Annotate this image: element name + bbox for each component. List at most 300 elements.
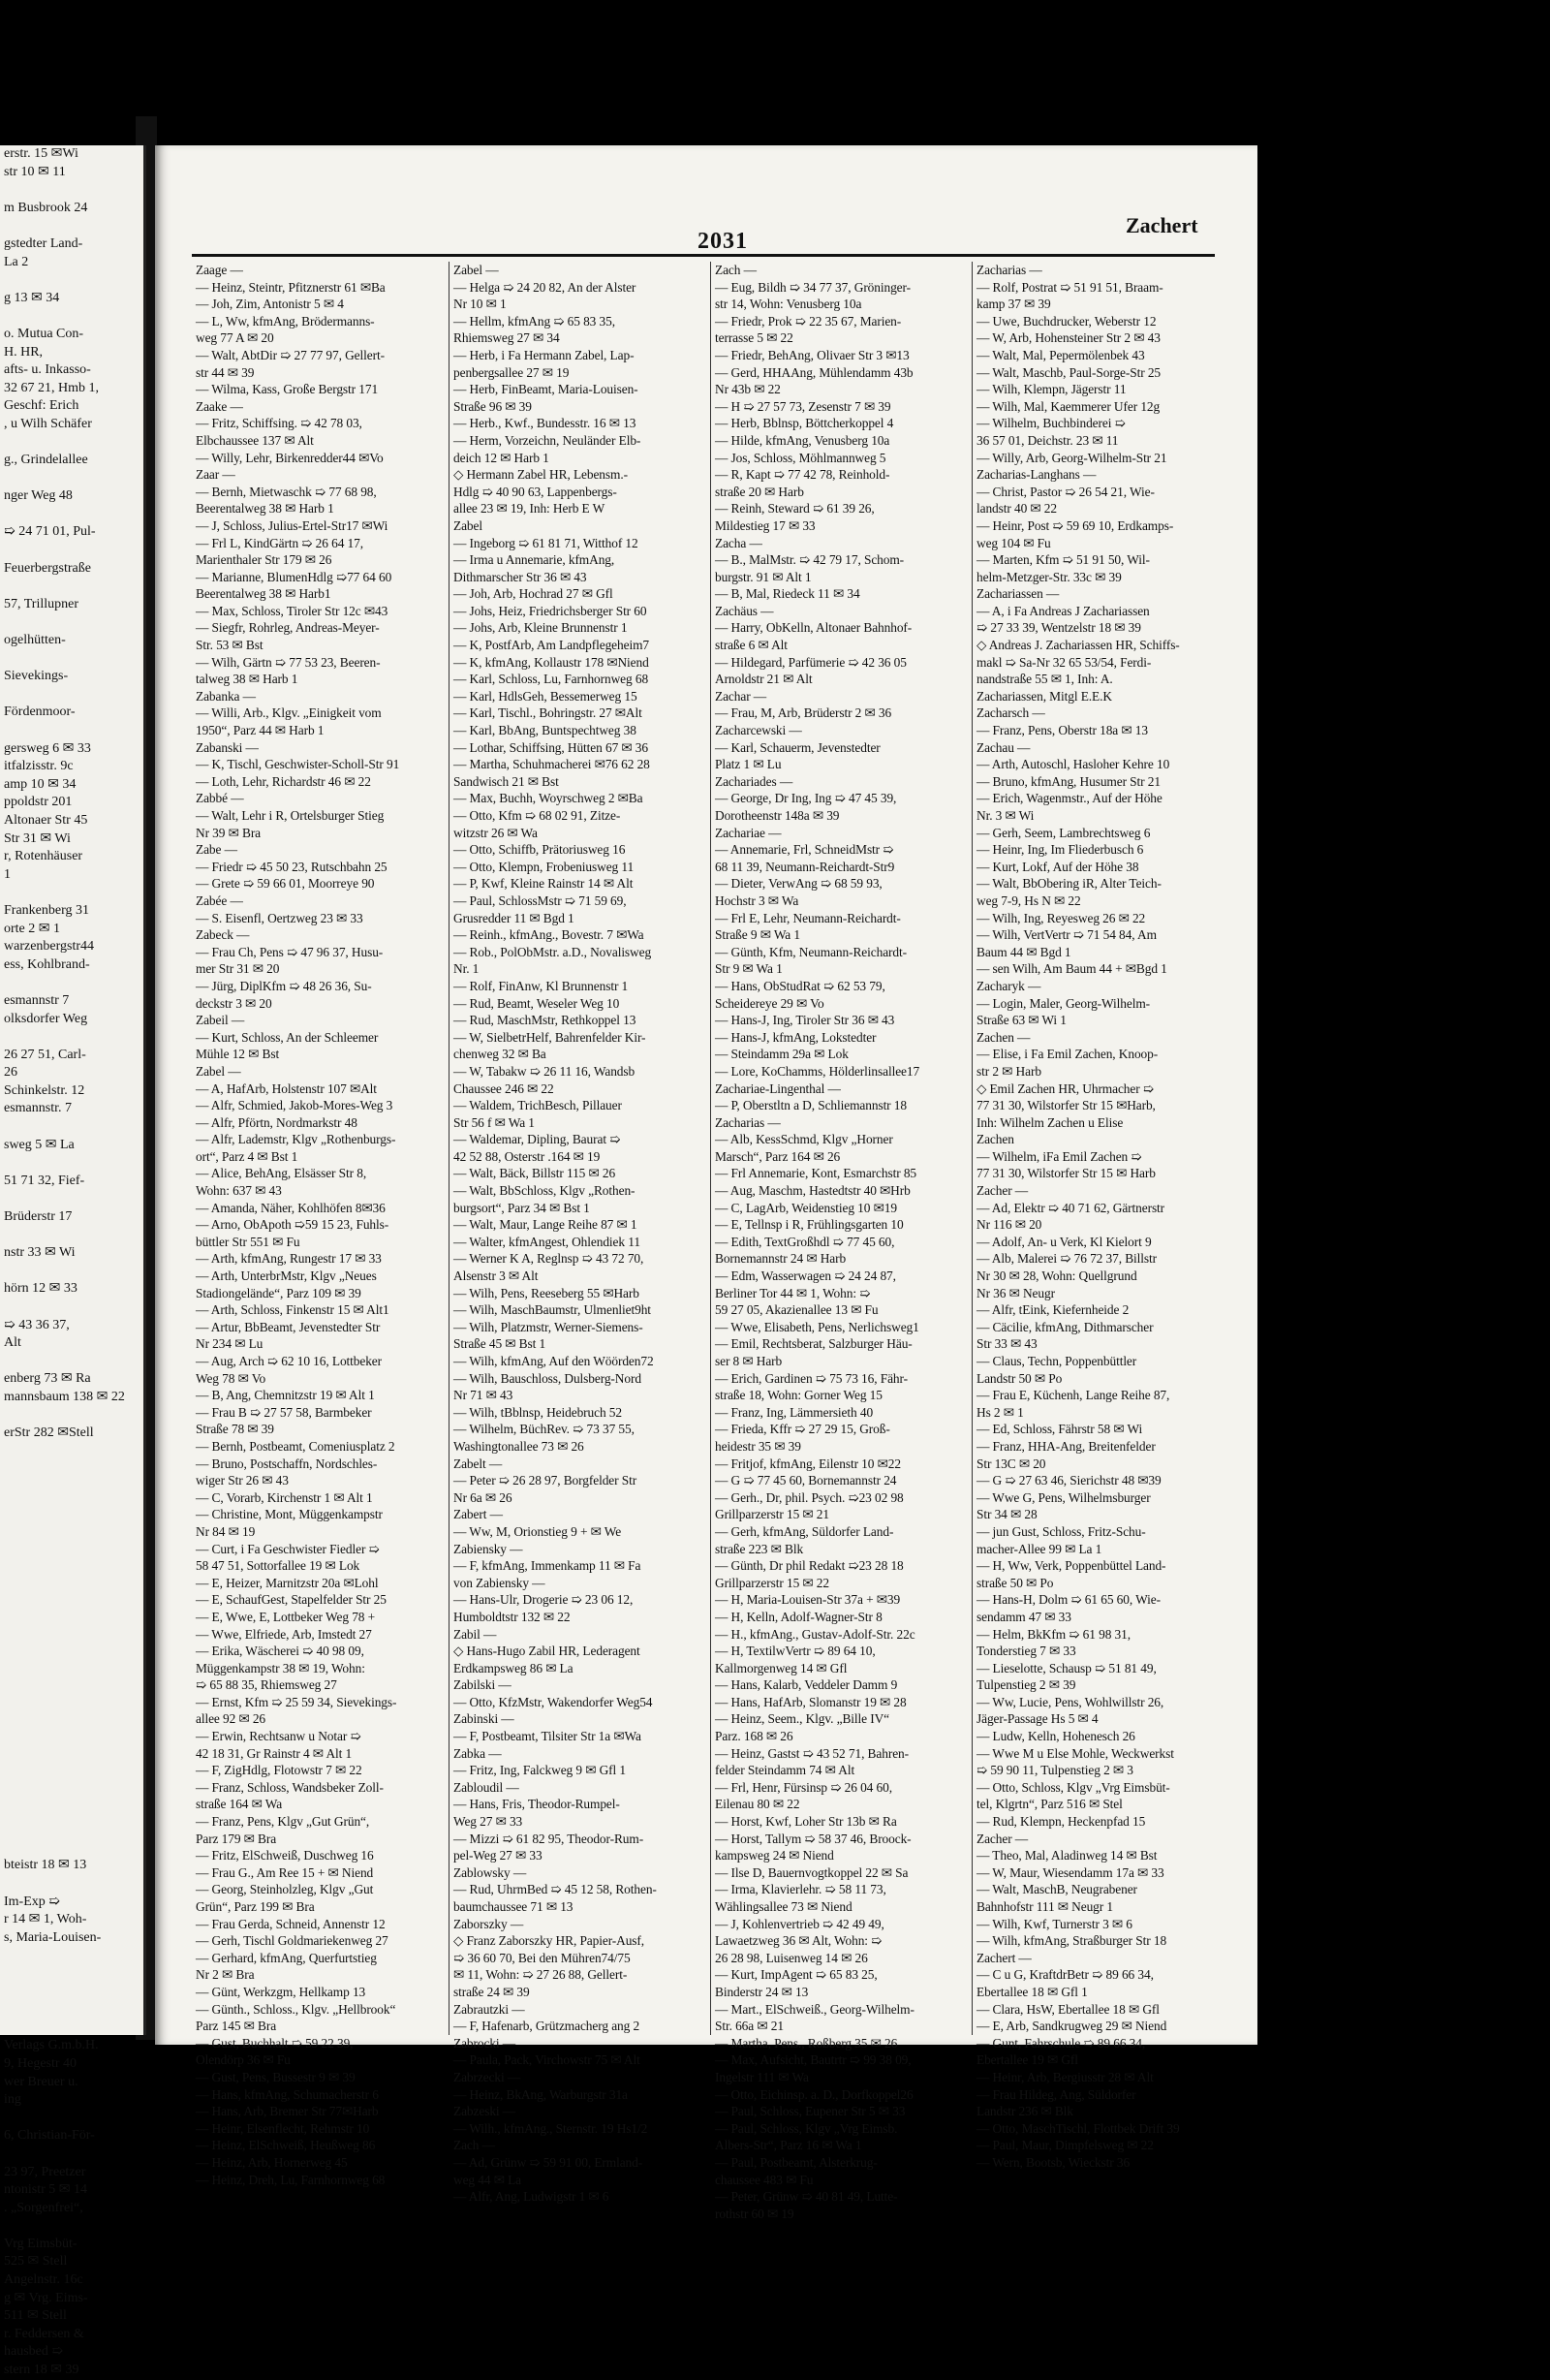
directory-entry-line: ➯ 65 88 35, Rhiemsweg 27 bbox=[196, 1677, 337, 1693]
directory-entry-line: — Johs, Arb, Kleine Brunnenstr 1 bbox=[453, 620, 628, 636]
directory-entry-line: — Günth, Dr phil Redakt ➯23 28 18 bbox=[715, 1558, 904, 1574]
directory-entry-line: — H ➯ 27 57 73, Zesenstr 7 ✉ 39 bbox=[715, 398, 891, 414]
directory-entry-line: — Irma, Klavierlehr. ➯ 58 11 73, bbox=[715, 1882, 886, 1897]
surname-heading: Zabil — bbox=[453, 1626, 497, 1642]
left-page-line: Str 31 ✉ Wi bbox=[4, 830, 71, 846]
left-page-line bbox=[0, 1623, 143, 1642]
directory-entry-line: ◇ Hermann Zabel HR, Lebensm.- bbox=[453, 467, 628, 483]
directory-entry-line: — Christ, Pastor ➯ 26 54 21, Wie- bbox=[976, 484, 1155, 499]
left-page-line: 6, Christian-För- bbox=[4, 2128, 95, 2144]
surname-heading: Zachariae — bbox=[715, 825, 782, 840]
directory-entry-line: Str 56 f ✉ Wa 1 bbox=[453, 1114, 535, 1130]
directory-entry-line: — Martha, Pens., Roßberg 35 ✉ 26 bbox=[715, 2035, 898, 2051]
directory-entry-line: — Heinz, Seem., Klgv. „Bille IV“ bbox=[715, 1711, 890, 1727]
directory-entry-line: tel, Klgrtn“, Parz 516 ✉ Stel bbox=[976, 1797, 1123, 1812]
directory-entry-line: Nr 36 ✉ Neugr bbox=[976, 1285, 1055, 1300]
directory-entry-line: — sen Wilh, Am Baum 44 + ✉Bgd 1 bbox=[976, 961, 1167, 977]
directory-entry-line: — Gunt, Fahrschule ➯ 89 66 34, bbox=[976, 2035, 1146, 2051]
directory-entry-line: Jäger-Passage Hs 5 ✉ 4 bbox=[976, 1711, 1099, 1727]
left-page-line: ntonistr 5 ✉ 14 bbox=[4, 2182, 88, 2198]
directory-entry-line: — Amanda, Näher, Kohlhöfen 8✉36 bbox=[196, 1200, 386, 1215]
directory-entry-line: — Herb, FinBeamt, Maria-Louisen- bbox=[453, 382, 638, 397]
directory-entry-line: — Wilh, Platzmstr, Werner-Siemens- bbox=[453, 1319, 643, 1334]
directory-entry-line: — Heinr, Elsenflecht, Rehmstr 10 bbox=[196, 2120, 370, 2136]
directory-entry-line: — Hans, Kalarb, Veddeler Damm 9 bbox=[715, 1677, 898, 1693]
directory-entry-line: — Max, Aufsicht, Bautrtr ➯ 99 38 09, bbox=[715, 2052, 912, 2068]
directory-entry-line: — Login, Maler, Georg-Wilhelm- bbox=[976, 995, 1151, 1011]
directory-entry-line: straße 223 ✉ Blk bbox=[715, 1541, 804, 1556]
directory-entry-line: — Ad, Elektr ➯ 40 71 62, Gärtnerstr bbox=[976, 1200, 1165, 1215]
column-separator bbox=[710, 262, 711, 2035]
directory-entry-line: Tonderstieg 7 ✉ 33 bbox=[976, 1644, 1076, 1659]
left-page-line bbox=[0, 1821, 143, 1839]
directory-entry-line: — Georg, Steinholzleg, Klgv „Gut bbox=[196, 1882, 374, 1897]
directory-entry-line: Eilenau 80 ✉ 22 bbox=[715, 1797, 800, 1812]
directory-entry-line: helm-Metzger-Str. 33c ✉ 39 bbox=[976, 569, 1122, 584]
directory-entry-line: — Waldemar, Dipling, Baurat ➯ bbox=[453, 1132, 621, 1147]
left-page-line: 26 bbox=[4, 1065, 17, 1080]
directory-entry-line: — Alb, Malerei ➯ 76 72 37, Billstr bbox=[976, 1251, 1157, 1267]
directory-entry-line: — Karl, BbAng, Buntspechtweg 38 bbox=[453, 723, 636, 738]
directory-entry-line: — Arth, Autoschl, Hasloher Kehre 10 bbox=[976, 757, 1170, 772]
directory-entry-line: — Frau Gerda, Schneid, Annenstr 12 bbox=[196, 1916, 386, 1931]
directory-entry-line: — Frieda, Kffr ➯ 27 29 15, Groß- bbox=[715, 1422, 890, 1437]
directory-entry-line: — Herb., Kwf., Bundesstr. 16 ✉ 13 bbox=[453, 416, 636, 431]
directory-entry-line: — Franz, Pens, Oberstr 18a ✉ 13 bbox=[976, 723, 1148, 738]
directory-entry-line: — Cäcilie, kfmAng, Dithmarscher bbox=[976, 1319, 1154, 1334]
directory-entry-line: — Curt, i Fa Geschwister Fiedler ➯ bbox=[196, 1541, 380, 1556]
directory-entry-line: — A, HafArb, Holstenstr 107 ✉Alt bbox=[196, 1080, 377, 1096]
directory-entry-line: — Walt, Mal, Pepermölenbek 43 bbox=[976, 347, 1145, 362]
directory-entry-line: — Lothar, Schiffsing, Hütten 67 ✉ 36 bbox=[453, 739, 648, 755]
directory-entry-line: ➯ 59 90 11, Tulpenstieg 2 ✉ 3 bbox=[976, 1763, 1133, 1778]
surname-heading: Zabrocki — bbox=[453, 2035, 516, 2051]
directory-entry-line: — Paul, Schloss, Klgv „Vrg Eimsb. bbox=[715, 2120, 898, 2136]
left-page-line: Schinkelstr. 12 bbox=[4, 1082, 85, 1098]
directory-entry-line: — Heinz, ElSchweiß, Heußweg 86 bbox=[196, 2138, 376, 2153]
directory-entry-line: Nr. 1 bbox=[453, 961, 480, 977]
directory-entry-line: — Kurt, Lokf, Auf der Höhe 38 bbox=[976, 859, 1139, 874]
directory-entry-line: — Mizzi ➯ 61 82 95, Theodor-Rum- bbox=[453, 1831, 644, 1846]
directory-entry-line: — Eug, Bildh ➯ 34 77 37, Gröninger- bbox=[715, 279, 911, 295]
left-page-line: Feuerbergstraße bbox=[4, 560, 91, 576]
directory-entry-line: chenweg 32 ✉ Ba bbox=[453, 1047, 546, 1062]
directory-entry-line: Arnoldstr 21 ✉ Alt bbox=[715, 672, 813, 687]
directory-entry-line: — Otto, Eichinsp. a. D., Dorfkoppel26 bbox=[715, 2086, 914, 2102]
surname-heading: Zacher — bbox=[976, 1831, 1029, 1846]
directory-entry-line: — Herb, Bblnsp, Böttcherkoppel 4 bbox=[715, 416, 894, 431]
directory-entry-line: — Willi, Arb., Klgv. „Einigkeit vom bbox=[196, 705, 382, 721]
left-page-line: erStr 282 ✉Stell bbox=[4, 1425, 94, 1441]
directory-entry-line: — E, Heizer, Marnitzstr 20a ✉Lohl bbox=[196, 1575, 379, 1590]
left-page-line bbox=[0, 613, 143, 632]
directory-entry-line: — Wwe M u Else Mohle, Weckwerkst bbox=[976, 1745, 1174, 1761]
directory-entry-line: Parz. 168 ✉ 26 bbox=[715, 1729, 793, 1744]
directory-entry-line: — Waldem, TrichBesch, Pillauer bbox=[453, 1098, 622, 1113]
left-page-line bbox=[0, 434, 143, 453]
directory-entry-line: — Arno, ObApoth ➯59 15 23, Fuhls- bbox=[196, 1217, 389, 1233]
directory-entry-line: — Frau B ➯ 27 57 58, Barmbeker bbox=[196, 1404, 372, 1420]
surname-heading: Zachariassen — bbox=[976, 586, 1060, 602]
directory-entry-line: Bahnhofstr 111 ✉ Neugr 1 bbox=[976, 1899, 1113, 1914]
directory-entry-line: — Wilhelm, Buchbinderei ➯ bbox=[976, 416, 1126, 431]
directory-entry-line: allee 23 ✉ 19, Inh: Herb E W bbox=[453, 501, 605, 517]
left-page-line: itfalzisstr. 9c bbox=[4, 759, 74, 774]
directory-entry-line: — Gerd, HHAAng, Mühlendamm 43b bbox=[715, 364, 914, 380]
left-page-line: Altonaer Str 45 bbox=[4, 812, 88, 828]
directory-entry-line: — B., MalMstr. ➯ 42 79 17, Schom- bbox=[715, 552, 905, 568]
directory-entry-line: — Heinr, Ing, Im Fliederbusch 6 bbox=[976, 842, 1144, 858]
directory-entry-line: — Otto, Klempn, Frobeniusweg 11 bbox=[453, 859, 635, 874]
directory-entry-line: — Lieselotte, Schausp ➯ 51 81 49, bbox=[976, 1660, 1157, 1675]
directory-entry-line: — Marianne, BlumenHdlg ➯77 64 60 bbox=[196, 569, 392, 584]
left-page-line: 23 97, Preetzer bbox=[4, 2164, 86, 2179]
directory-entry-line: — Arth, Schloss, Finkenstr 15 ✉ Alt1 bbox=[196, 1302, 389, 1318]
directory-entry-line: — Otto, Schiffb, Prätoriusweg 16 bbox=[453, 842, 626, 858]
directory-entry-line: Str 9 ✉ Wa 1 bbox=[715, 961, 783, 977]
left-page-line: r, Rotenhäuser bbox=[4, 849, 83, 864]
left-page-line: 525 ✉ Stell bbox=[4, 2254, 68, 2270]
directory-entry-line: Straße 9 ✉ Wa 1 bbox=[715, 927, 800, 943]
directory-entry-line: — Otto, Schloss, Klgv „Vrg Eimsbüt- bbox=[976, 1779, 1170, 1795]
directory-entry-line: terrasse 5 ✉ 22 bbox=[715, 330, 793, 346]
directory-entry-line: — Herb, i Fa Hermann Zabel, Lap- bbox=[453, 347, 635, 362]
directory-entry-line: — Frau Ch, Pens ➯ 47 96 37, Husu- bbox=[196, 944, 384, 959]
directory-entry-line: ➯ 36 60 70, Bei den Mühren74/75 bbox=[453, 1950, 631, 1965]
directory-entry-line: — Wilh, VertVertr ➯ 71 54 84, Am bbox=[976, 927, 1157, 943]
directory-entry-line: 26 28 98, Luisenweg 14 ✉ 26 bbox=[715, 1950, 868, 1965]
directory-entry-line: — Willy, Arb, Georg-Wilhelm-Str 21 bbox=[976, 450, 1167, 465]
directory-entry-line: — Frl Annemarie, Kont, Esmarchstr 85 bbox=[715, 1166, 917, 1181]
left-page-line: 9, Hegestr 40 bbox=[4, 2055, 78, 2071]
directory-entry-line: Tulpenstieg 2 ✉ 39 bbox=[976, 1677, 1076, 1693]
left-page-line bbox=[0, 1569, 143, 1587]
left-page-line: ogelhütten- bbox=[4, 633, 66, 648]
left-page-line bbox=[0, 271, 143, 290]
directory-entry-line: — Paula, Pack, Virchowstr 75 ✉ Alt bbox=[453, 2052, 640, 2068]
directory-entry-line: Landstr 50 ✉ Po bbox=[976, 1370, 1063, 1386]
directory-entry-line: ort“, Parz 4 ✉ Bst 1 bbox=[196, 1148, 298, 1164]
surname-heading: Zabelt — bbox=[453, 1456, 503, 1471]
directory-entry-line: deckstr 3 ✉ 20 bbox=[196, 995, 272, 1011]
left-page-line: nger Weg 48 bbox=[4, 488, 73, 504]
left-page-line: g 13 ✉ 34 bbox=[4, 290, 60, 305]
left-page-line: ppoldstr 201 bbox=[4, 795, 73, 810]
left-page-line bbox=[0, 1515, 143, 1533]
directory-entry-line: Kallmorgenweg 14 ✉ Gfl bbox=[715, 1660, 848, 1675]
directory-entry-line: — Hans-J, kfmAng, Lokstedter bbox=[715, 1029, 877, 1045]
directory-entry-line: Rhiemsweg 27 ✉ 34 bbox=[453, 330, 560, 346]
directory-entry-line: Berliner Tor 44 ✉ 1, Wohn: ➯ bbox=[715, 1285, 871, 1300]
directory-entry-line: Lawaetzweg 36 ✉ Alt, Wohn: ➯ bbox=[715, 1933, 883, 1949]
directory-entry-line: — Helga ➯ 24 20 82, An der Alster bbox=[453, 279, 636, 295]
directory-entry-line: — Grete ➯ 59 66 01, Moorreye 90 bbox=[196, 876, 375, 892]
directory-entry-line: ◇ Emil Zachen HR, Uhrmacher ➯ bbox=[976, 1080, 1154, 1096]
left-page-line: Sievekings- bbox=[4, 669, 69, 684]
directory-entry-line: — Arth, kfmAng, Rungestr 17 ✉ 33 bbox=[196, 1251, 382, 1267]
directory-entry-line: — Wern, Bootsb, Wieckstr 36 bbox=[976, 2154, 1131, 2170]
directory-entry-line: Olendörp 36 ✉ Fu bbox=[196, 2052, 291, 2068]
directory-entry-line: Nr 116 ✉ 20 bbox=[976, 1217, 1042, 1233]
directory-entry-line: 42 52 88, Osterstr .164 ✉ 19 bbox=[453, 1148, 601, 1164]
directory-entry-line: — Joh, Zim, Antonistr 5 ✉ 4 bbox=[196, 297, 344, 312]
directory-entry-line: — Fritz, Ing, Falckweg 9 ✉ Gfl 1 bbox=[453, 1763, 626, 1778]
surname-heading: Zaake — bbox=[196, 398, 243, 414]
directory-entry-line: — Rud, Beamt, Weseler Weg 10 bbox=[453, 995, 620, 1011]
surname-heading: Zabanski — bbox=[196, 739, 259, 755]
left-page-line: 51 71 32, Fief- bbox=[4, 1173, 85, 1188]
left-page-line: Vrg Eimsbüt- bbox=[4, 2236, 78, 2251]
directory-entry-line: — Walt, AbtDir ➯ 27 77 97, Gellert- bbox=[196, 347, 385, 362]
directory-entry-line: Albers-Str“, Parz 16 ✉ Wa 1 bbox=[715, 2138, 862, 2153]
left-page-line: H. HR, bbox=[4, 344, 44, 360]
surname-heading: Zacharias-Langhans — bbox=[976, 467, 1097, 483]
left-page-line bbox=[0, 686, 143, 705]
surname-heading: Zabeck — bbox=[196, 927, 250, 943]
directory-entry-line: — Erika, Wäscherei ➯ 40 98 09, bbox=[196, 1644, 364, 1659]
directory-entry-line: — Wilh, Ing, Reyesweg 26 ✉ 22 bbox=[976, 910, 1146, 925]
directory-entry-line: — Franz, HHA-Ang, Breitenfelder bbox=[976, 1438, 1156, 1454]
directory-entry-line: Inh: Wilhelm Zachen u Elise bbox=[976, 1114, 1124, 1130]
left-page-line: orte 2 ✉ 1 bbox=[4, 921, 60, 936]
directory-entry-line: — Werner K A, Reglnsp ➯ 43 72 70, bbox=[453, 1251, 644, 1267]
left-page-line: warzenbergstr44 bbox=[4, 939, 95, 955]
directory-entry-line: Nr 43b ✉ 22 bbox=[715, 382, 781, 397]
directory-entry-line: — H, Ww, Verk, Poppenbüttel Land- bbox=[976, 1558, 1166, 1574]
left-page-line bbox=[0, 578, 143, 596]
directory-entry-line: straße 20 ✉ Harb bbox=[715, 484, 804, 499]
directory-entry-line: — Rolf, FinAnw, Kl Brunnenstr 1 bbox=[453, 978, 629, 993]
directory-entry-line: — Ernst, Kfm ➯ 25 59 34, Sievekings- bbox=[196, 1694, 397, 1709]
directory-entry-line: — Walt, Bäck, Billstr 115 ✉ 26 bbox=[453, 1166, 616, 1181]
directory-entry-line: Str 34 ✉ 28 bbox=[976, 1507, 1038, 1522]
directory-entry-line: Zabel bbox=[453, 517, 482, 533]
directory-entry-line: — Paul, Schloss, Eupener Str 5 ✉ 33 bbox=[715, 2104, 906, 2119]
directory-entry-line: — Wwe, Elfriede, Arb, Imstedt 27 bbox=[196, 1626, 372, 1642]
directory-entry-line: Bornemannstr 24 ✉ Harb bbox=[715, 1251, 847, 1267]
directory-entry-line: — Franz, Pens, Klgv „Gut Grün“, bbox=[196, 1814, 370, 1830]
directory-entry-line: — Horst, Kwf, Loher Str 13b ✉ Ra bbox=[715, 1814, 897, 1830]
directory-entry-line: allee 92 ✉ 26 bbox=[196, 1711, 266, 1727]
directory-entry-line: — Heinz, Gastst ➯ 43 52 71, Bahren- bbox=[715, 1745, 909, 1761]
left-page-line bbox=[0, 1749, 143, 1768]
directory-entry-line: — Wilh, Klempn, Jägerstr 11 bbox=[976, 382, 1127, 397]
directory-entry-line: — Friedr, Prok ➯ 22 35 67, Marien- bbox=[715, 313, 902, 329]
directory-entry-line: Ebertallee 18 ✉ Gfl 1 bbox=[976, 1984, 1088, 1999]
directory-entry-line: — Aug, Arch ➯ 62 10 16, Lottbeker bbox=[196, 1354, 383, 1368]
directory-entry-line: — Peter, Grünw ➯ 40 81 49, Lutte- bbox=[715, 2189, 898, 2205]
directory-entry-line: burgstr. 91 ✉ Alt 1 bbox=[715, 569, 812, 584]
directory-entry-line: — Rud, UhrmBed ➯ 45 12 58, Rothen- bbox=[453, 1882, 657, 1897]
directory-entry-line: str 44 ✉ 39 bbox=[196, 364, 255, 380]
surname-heading: Zabel — bbox=[196, 1063, 241, 1079]
left-page-line bbox=[0, 506, 143, 524]
directory-entry-line: — Aug, Maschm, Hastedtstr 40 ✉Hrb bbox=[715, 1183, 911, 1199]
surname-heading: Zabiensky — bbox=[453, 1541, 523, 1556]
directory-entry-line: Wohn: 637 ✉ 43 bbox=[196, 1183, 282, 1199]
directory-entry-line: — Ww, M, Orionstieg 9 + ✉ We bbox=[453, 1523, 622, 1539]
left-page-line bbox=[0, 1767, 143, 1785]
directory-entry-line: — Frau E, Küchenh, Lange Reihe 87, bbox=[976, 1388, 1170, 1403]
left-page-line bbox=[0, 1587, 143, 1606]
surname-heading: Zaage — bbox=[196, 263, 243, 277]
directory-entry-line: heidestr 35 ✉ 39 bbox=[715, 1438, 801, 1454]
directory-entry-line: Alsenstr 3 ✉ Alt bbox=[453, 1268, 539, 1284]
directory-entry-line: — Heinz, BkAng, Warburgstr 31a bbox=[453, 2086, 628, 2102]
left-page-line bbox=[0, 2145, 143, 2164]
column-separator bbox=[449, 262, 450, 2035]
directory-entry-line: — Adolf, An- u Verk, Kl Kielort 9 bbox=[976, 1234, 1152, 1249]
directory-entry-line: — C, LagArb, Weidenstieg 10 ✉19 bbox=[715, 1200, 897, 1215]
surname-heading: Zabloudil — bbox=[453, 1779, 519, 1795]
left-page-line bbox=[0, 1407, 143, 1425]
surname-heading: Zacha — bbox=[715, 535, 762, 550]
surname-heading: Zachariades — bbox=[715, 773, 793, 789]
directory-entry-line: Nr 30 ✉ 28, Wohn: Quellgrund bbox=[976, 1268, 1137, 1284]
directory-entry-line: — Fritz, ElSchweiß, Duschweg 16 bbox=[196, 1848, 374, 1863]
directory-entry-line: — Frau, M, Arb, Brüderstr 2 ✉ 36 bbox=[715, 705, 892, 721]
directory-entry-line: weg 44 ✉ La bbox=[453, 2172, 521, 2187]
header-rule bbox=[192, 254, 1215, 257]
directory-entry-line: Marsch“, Parz 164 ✉ 26 bbox=[715, 1148, 841, 1164]
left-page-line: Brüderstr 17 bbox=[4, 1209, 73, 1225]
directory-entry-line: ➯ 27 33 39, Wentzelstr 18 ✉ 39 bbox=[976, 620, 1141, 636]
left-page-line bbox=[0, 1497, 143, 1516]
left-page-line: r 14 ✉ 1, Woh- bbox=[4, 1912, 87, 1927]
directory-entry-line: str 2 ✉ Harb bbox=[976, 1063, 1041, 1079]
directory-entry-line: — Wilh, tBblnsp, Heidebruch 52 bbox=[453, 1404, 622, 1420]
left-page-line bbox=[0, 1803, 143, 1822]
left-page-line bbox=[0, 884, 143, 902]
left-page-line bbox=[0, 1605, 143, 1623]
surname-heading: Zabel — bbox=[453, 263, 499, 277]
directory-entry-line: — K, Tischl, Geschwister-Scholl-Str 91 bbox=[196, 757, 400, 772]
surname-heading: Zaborszky — bbox=[453, 1916, 524, 1931]
directory-entry-line: — W, Tabakw ➯ 26 11 16, Wandsb bbox=[453, 1063, 636, 1079]
left-page-line: 511 ✉ Stell bbox=[4, 2308, 67, 2324]
directory-entry-line: — Paul, SchlossMstr ➯ 71 59 69, bbox=[453, 892, 627, 908]
directory-entry-line: — Reinh., kfmAng., Bovestr. 7 ✉Wa bbox=[453, 927, 644, 943]
directory-entry-line: Hochstr 3 ✉ Wa bbox=[715, 892, 799, 908]
directory-entry-line: Weg 27 ✉ 33 bbox=[453, 1814, 523, 1830]
directory-entry-line: — Wilh, Gärtn ➯ 77 53 23, Beeren- bbox=[196, 654, 381, 670]
directory-entry-line: — Mart., ElSchweiß., Georg-Wilhelm- bbox=[715, 2001, 914, 2017]
directory-entry-line: macher-Allee 99 ✉ La 1 bbox=[976, 1541, 1102, 1556]
directory-entry-line: — Christine, Mont, Müggenkampstr bbox=[196, 1507, 383, 1522]
directory-entry-line: — Erich, Gardinen ➯ 75 73 16, Fähr- bbox=[715, 1370, 908, 1386]
surname-heading: von Zabiensky — bbox=[453, 1575, 545, 1590]
left-page-line bbox=[0, 1731, 143, 1749]
directory-entry-line: — Frau G., Am Ree 15 + ✉ Niend bbox=[196, 1864, 374, 1880]
directory-entry-line: — Fritz, Schiffsing. ➯ 42 78 03, bbox=[196, 416, 362, 431]
directory-entry-line: — Wilh., kfmAng., Sternstr. 19 Hs1/2 bbox=[453, 2120, 648, 2136]
directory-entry-line: Dorotheenstr 148a ✉ 39 bbox=[715, 808, 840, 823]
surname-heading: Zabilski — bbox=[453, 1677, 512, 1693]
directory-entry-line: — Wilh, Kwf, Turnerstr 3 ✉ 6 bbox=[976, 1916, 1132, 1931]
directory-entry-line: Beerentalweg 38 ✉ Harb1 bbox=[196, 586, 331, 602]
directory-entry-line: — jun Gust, Schloss, Fritz-Schu- bbox=[976, 1523, 1146, 1539]
left-page-line: g ✉ Vrg. Eims- bbox=[4, 2290, 88, 2305]
surname-heading: Zabanka — bbox=[196, 688, 256, 704]
directory-entry-line: talweg 38 ✉ Harb 1 bbox=[196, 672, 298, 687]
directory-entry-line: — Annemarie, Frl, SchneidMstr ➯ bbox=[715, 842, 894, 858]
left-page-line bbox=[0, 2001, 143, 2020]
directory-entry-line: — Herm, Vorzeichn, Neuländer Elb- bbox=[453, 432, 641, 448]
directory-entry-line: — Bruno, kfmAng, Husumer Str 21 bbox=[976, 773, 1161, 789]
left-page-line: Im-Exp ➯ bbox=[4, 1894, 60, 1909]
directory-entry-line: Marienthaler Str 179 ✉ 26 bbox=[196, 552, 332, 568]
left-page-line bbox=[0, 1190, 143, 1208]
left-page-line: 26 27 51, Carl- bbox=[4, 1047, 86, 1062]
directory-entry-line: — Horst, Tallym ➯ 58 37 46, Broock- bbox=[715, 1831, 912, 1846]
directory-entry-line: Mildestieg 17 ✉ 33 bbox=[715, 517, 816, 533]
directory-entry-line: — Günth, Kfm, Neumann-Reichardt- bbox=[715, 944, 907, 959]
directory-entry-line: — E, Wwe, E, Lottbeker Weg 78 + bbox=[196, 1609, 376, 1624]
left-page-line bbox=[0, 722, 143, 740]
surname-heading: Zaar — bbox=[196, 467, 235, 483]
left-page-line bbox=[0, 542, 143, 560]
directory-entry-line: Straße 96 ✉ 39 bbox=[453, 398, 532, 414]
directory-entry-line: — K, PostfArb, Am Landpflegeheim7 bbox=[453, 638, 649, 653]
directory-entry-line: — Rud, MaschMstr, Rethkoppel 13 bbox=[453, 1013, 636, 1028]
directory-entry-line: — Frl L, KindGärtn ➯ 26 64 17, bbox=[196, 535, 363, 550]
directory-entry-line: Nr 71 ✉ 43 bbox=[453, 1388, 513, 1403]
directory-entry-line: kampsweg 24 ✉ Niend bbox=[715, 1848, 834, 1863]
directory-entry-line: — Frl E, Lehr, Neumann-Reichardt- bbox=[715, 910, 901, 925]
directory-entry-line: Chaussee 246 ✉ 22 bbox=[453, 1080, 554, 1096]
directory-entry-line: — Hellm, kfmAng ➯ 65 83 35, bbox=[453, 313, 615, 329]
directory-entry-line: — Alfr, tEink, Kiefernheide 2 bbox=[976, 1302, 1130, 1318]
directory-entry-line: — Frl, Henr, Fürsinsp ➯ 26 04 60, bbox=[715, 1779, 892, 1795]
directory-entry-line: — Wwe G, Pens, Wilhelmsburger bbox=[976, 1489, 1151, 1505]
directory-entry-line: Str. 66a ✉ 21 bbox=[715, 2019, 784, 2034]
left-page-line bbox=[0, 1875, 143, 1894]
directory-entry-line: — H, Kelln, Adolf-Wagner-Str 8 bbox=[715, 1609, 883, 1624]
surname-heading: Zabert — bbox=[453, 1507, 503, 1522]
left-page-line bbox=[0, 2020, 143, 2038]
directory-entry-line: Parz 145 ✉ Bra bbox=[196, 2019, 277, 2034]
directory-entry-line: — Walt, BbObering iR, Alter Teich- bbox=[976, 876, 1162, 892]
directory-entry-line: — Artur, BbBeamt, Jevenstedter Str bbox=[196, 1319, 381, 1334]
directory-entry-line: chaussee 483 ✉ Fu bbox=[715, 2172, 814, 2187]
left-page-line: esmannstr. 7 bbox=[4, 1101, 72, 1116]
directory-entry-line: — Emil, Rechtsberat, Salzburger Häu- bbox=[715, 1336, 913, 1352]
directory-entry-line: — Karl, Schloss, Lu, Farnhornweg 68 bbox=[453, 672, 649, 687]
directory-entry-line: mer Str 31 ✉ 20 bbox=[196, 961, 280, 977]
directory-entry-line: pel-Weg 27 ✉ 33 bbox=[453, 1848, 542, 1863]
directory-entry-line: — Heinr, Arb, Bergiusstr 28 ✉ Alt bbox=[976, 2069, 1154, 2084]
directory-entry-line: straße 50 ✉ Po bbox=[976, 1575, 1054, 1590]
directory-entry-line: — Irma u Annemarie, kfmAng, bbox=[453, 552, 615, 568]
directory-entry-line: — Rolf, Postrat ➯ 51 91 51, Braam- bbox=[976, 279, 1163, 295]
left-page-line: ing bbox=[4, 2092, 21, 2108]
directory-entry-line: — Hans, ObStudRat ➯ 62 53 79, bbox=[715, 978, 885, 993]
directory-entry-line: Nr 2 ✉ Bra bbox=[196, 1967, 255, 1983]
directory-entry-line: — Loth, Lehr, Richardstr 46 ✉ 22 bbox=[196, 773, 371, 789]
directory-entry-line: Wählingsallee 73 ✉ Niend bbox=[715, 1899, 852, 1914]
directory-entry-line: — Hilde, kfmAng, Venusberg 10a bbox=[715, 432, 890, 448]
left-page-line: str 10 ✉ 11 bbox=[4, 164, 66, 179]
left-page-line: ess, Kohlbrand- bbox=[4, 956, 90, 972]
directory-entry-line: Stadiongelände“, Parz 109 ✉ 39 bbox=[196, 1285, 361, 1300]
directory-entry-line: — Otto, MaschTischl, Flottbek Drift 39 bbox=[976, 2120, 1180, 2136]
directory-entry-line: — Ilse D, Bauernvogtkoppel 22 ✉ Sa bbox=[715, 1864, 909, 1880]
directory-entry-line: — Hans, kfmAng, Schumacherstr 6 bbox=[196, 2086, 379, 2102]
directory-entry-line: Dithmarscher Str 36 ✉ 43 bbox=[453, 569, 587, 584]
directory-entry-line: ✉ 11, Wohn: ➯ 27 26 88, Gellert- bbox=[453, 1967, 628, 1983]
left-page-line bbox=[0, 1353, 143, 1371]
directory-entry-line: — Alice, BehAng, Elsässer Str 8, bbox=[196, 1166, 367, 1181]
